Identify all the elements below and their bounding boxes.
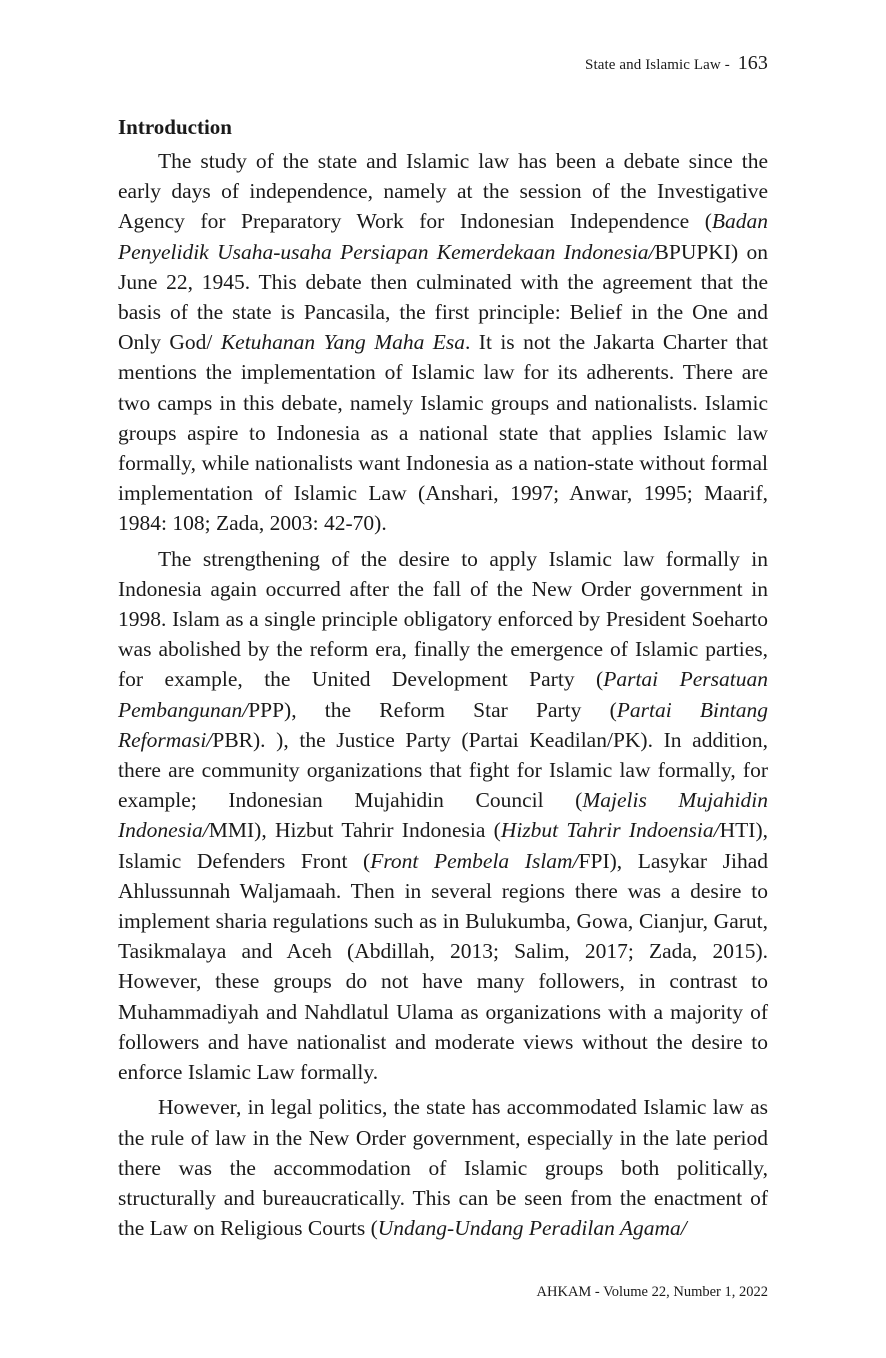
paragraph-2 <box>118 544 768 1088</box>
header-separator: - <box>724 57 730 73</box>
text-run: BPUPKI) on June 22, 1945. This debate then culminated with the agreement that the basis of the state is Pancasila, the first principle: Belief in the One and Only God/ <box>118 239 768 355</box>
paragraph-3 <box>118 1092 768 1243</box>
paragraph-1 <box>118 146 768 539</box>
running-title: State and Islamic Law <box>585 57 721 73</box>
italic-term: Partai Persatuan Pembangunan/ <box>118 667 768 722</box>
running-header <box>585 52 768 75</box>
text-run: FPI), Lasykar Jihad Ahlussunnah Waljamaah. Then in several regions there was a desire to implement sharia regulations such as in Bulukumba, Gowa, Cianjur, Garut, Tasikmalaya and Aceh (Abdillah, 2013; Salim, 2017; Zada, 2015). However, these groups do not have many followers, in contrast to Muhammadiyah and Nahdlatul Ulama as organizations with a majority of followers and have nationalist and moderate views without the desire to enforce Islamic Law formally. <box>118 848 768 1085</box>
text-run: The study of the state and Islamic law has been a debate since the early days of independence, namely at the session of the Investigative Agency for Preparatory Work for Indonesian Independence ( <box>118 149 768 234</box>
journal-footer: AHKAM - Volume 22, Number 1, 2022 <box>536 1284 768 1300</box>
italic-term: Badan Penyelidik Usaha-usaha Persiapan Kemerdekaan Indonesia/ <box>118 209 768 264</box>
italic-term: Partai Bintang Reformasi/ <box>118 697 769 752</box>
italic-term: Ketuhanan Yang Maha Esa <box>220 330 466 355</box>
text-run: PPP), the Reform Star Party ( <box>248 697 617 722</box>
text-run: PBR). ), the Justice Party (Partai Keadilan/PK). In addition, there are community organizations that fight for Islamic law formally, for example; Indonesian Mujahidin Council ( <box>118 727 768 813</box>
text-run: The strengthening of the desire to apply Islamic law formally in Indonesia again occurred after the fall of the New Order government in 1998. Islam as a single principle obligatory enforced by President Soeharto was abolished by the reform era, finally the emergence of Islamic parties, for example, the United Development Party ( <box>118 546 768 692</box>
italic-term: Majelis Mujahidin Indonesia/ <box>118 788 768 843</box>
text-run: . It is not the Jakarta Charter that mentions the implementation of Islamic law for its adherents. There are two camps in this debate, namely Islamic groups and nationalists. Islamic groups aspire to Indonesia as a national state that applies Islamic law formally, while nationalists want Indonesia as a nation-state without formal implementation of Islamic Law (Anshari, 1997; Anwar, 1995; Maarif, 1984: 108; Zada, 2003: 42-70). <box>118 330 768 536</box>
italic-term: Undang-Undang Peradilan Agama/ <box>377 1216 687 1241</box>
italic-term: Hizbut Tahrir Indoensia/ <box>500 818 720 843</box>
text-run: However, in legal politics, the state has accommodated Islamic law as the rule of law in the New Order government, especially in the late period there was the accommodation of Islamic groups both politically, structurally and bureaucratically. This can be seen from the enactment of the Law on Religious Courts ( <box>118 1095 768 1241</box>
text-run: HTI), Islamic Defenders Front ( <box>118 818 768 873</box>
italic-term: Front Pembela Islam/ <box>370 848 579 873</box>
article-body <box>118 112 768 1243</box>
section-heading: Introduction <box>118 115 232 139</box>
page-number: 163 <box>737 52 768 74</box>
text-run: MMI), Hizbut Tahrir Indonesia ( <box>208 818 501 843</box>
